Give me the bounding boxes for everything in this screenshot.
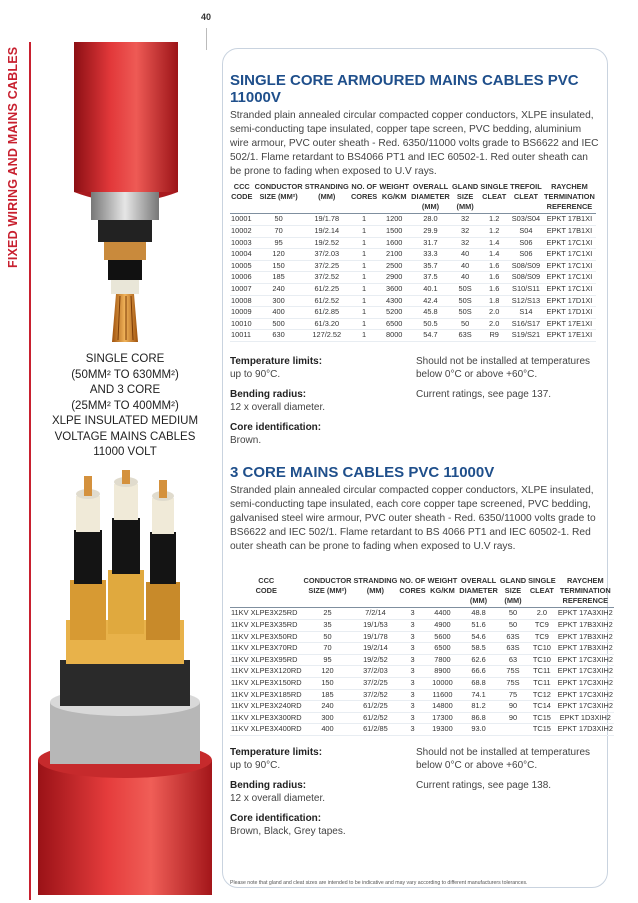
table-cell: S14	[509, 307, 543, 319]
section-title: 3 CORE MAINS CABLES PVC 11000V	[230, 464, 495, 481]
table-cell: 19/1/53	[352, 619, 398, 631]
notes-right	[416, 746, 596, 792]
table-cell: 19/2.14	[304, 225, 350, 237]
table-cell: 500	[253, 318, 303, 330]
table-cell: 300	[303, 712, 353, 724]
table-cell: 120	[303, 666, 353, 678]
table-cell: 37/2/03	[352, 666, 398, 678]
table-cell: 66.6	[458, 666, 499, 678]
table-cell: 1.6	[479, 260, 509, 272]
table-cell: 50S	[451, 283, 479, 295]
table-cell: 2100	[378, 249, 410, 261]
table-cell: 19300	[427, 724, 459, 736]
column-header: NO. OF CORES	[350, 182, 378, 214]
column-header: OVERALL DIAMETER (MM)	[458, 576, 499, 608]
table-cell: 50	[499, 619, 527, 631]
core-id-value: Brown.	[230, 435, 262, 446]
core-id-label: Core identification:	[230, 422, 322, 433]
table-cell: 54.7	[410, 330, 451, 342]
page-number: 40	[200, 12, 211, 22]
table-cell: 185	[253, 272, 303, 284]
table-body	[230, 214, 596, 342]
table-cell: 3	[398, 608, 426, 620]
table-cell: 2.0	[527, 608, 557, 620]
table-cell: 150	[253, 260, 303, 272]
table-cell: 40.1	[410, 283, 451, 295]
table-cell: 1	[350, 318, 378, 330]
table-cell: 6500	[378, 318, 410, 330]
table-cell: S10/S11	[509, 283, 543, 295]
notes-left	[230, 355, 410, 447]
table-cell: 62.6	[458, 654, 499, 666]
table-cell: 127/2.52	[304, 330, 350, 342]
table-cell: 32	[451, 225, 479, 237]
table-cell: 3	[398, 619, 426, 631]
table-header-row	[230, 182, 596, 214]
table-cell: 1.4	[479, 237, 509, 249]
table-cell: 185	[303, 689, 353, 701]
table-cell: 2900	[378, 272, 410, 284]
table-cell: 42.4	[410, 295, 451, 307]
table-cell: 1500	[378, 225, 410, 237]
table-row	[230, 631, 614, 643]
table-row	[230, 619, 614, 631]
caption-line: AND 3 CORE	[89, 384, 161, 396]
table-cell: 86.8	[458, 712, 499, 724]
table-cell: 6500	[427, 643, 459, 655]
table-cell: 10001	[230, 214, 253, 226]
table-cell: 63S	[451, 330, 479, 342]
table-cell: 19/2.52	[304, 237, 350, 249]
table-cell: EPKT 17C3XIH2	[557, 677, 614, 689]
table-cell: 54.6	[458, 631, 499, 643]
table-row	[230, 237, 596, 249]
column-header: WEIGHT KG/KM	[427, 576, 459, 608]
table-cell: 50S	[451, 295, 479, 307]
table-row	[230, 214, 596, 226]
table-cell: 10008	[230, 295, 253, 307]
table-cell: 11KV XLPE3X185RD	[230, 689, 303, 701]
table-cell: 28.0	[410, 214, 451, 226]
single-core-notes	[230, 355, 602, 445]
table-cell: 50.5	[410, 318, 451, 330]
temperature-value: up to 90°C.	[230, 760, 281, 771]
column-header: NO. OF CORES	[398, 576, 426, 608]
table-cell: 31.7	[410, 237, 451, 249]
table-cell: 7800	[427, 654, 459, 666]
table-cell: 240	[253, 283, 303, 295]
table-cell: 50	[303, 631, 353, 643]
column-header: SINGLE CLEAT	[479, 182, 509, 214]
caption-line: (50MM² TO 630MM²)	[71, 368, 179, 381]
table-cell: 3	[398, 677, 426, 689]
column-header: OVERALL DIAMETER (MM)	[410, 182, 451, 214]
table-cell: 11KV XLPE3X120RD	[230, 666, 303, 678]
table-cell: 2.0	[479, 307, 509, 319]
table-row	[230, 295, 596, 307]
table-cell: 3	[398, 654, 426, 666]
table-cell: EPKT 17B1XI	[543, 225, 596, 237]
table-cell: 32	[451, 214, 479, 226]
table-cell: 51.6	[458, 619, 499, 631]
product-caption	[36, 352, 214, 461]
table-row	[230, 283, 596, 295]
notes-right	[416, 355, 596, 401]
table-cell: 61/2/52	[352, 712, 398, 724]
table-cell: 19/1.78	[304, 214, 350, 226]
table-cell: 10009	[230, 307, 253, 319]
table-cell: 61/2.52	[304, 295, 350, 307]
table-cell: 19/2/52	[352, 654, 398, 666]
table-cell: EPKT 17C3XIH2	[557, 689, 614, 701]
table-cell: EPKT 17B3XIH2	[557, 643, 614, 655]
bending-label: Bending radius:	[230, 780, 307, 791]
table-cell: EPKT 17C1XI	[543, 249, 596, 261]
table-cell: 11KV XLPE3X240RD	[230, 701, 303, 713]
section-description: Stranded plain annealed circular compacted copper conductors, XLPE insulated, semi-conducting tape insulated, copper tape screen, PVC bedding, aluminium wire armour, PVC outer sheath - Red. 6350/11000 volts grade to BS6622 and IEC 502/1. Flame retardant to BS4066 PT1 and IEC 60502-1. Red outer sheath can be prone to fading when exposed to U.V rays.	[230, 110, 599, 177]
table-row	[230, 701, 614, 713]
table-cell: 11KV XLPE3X150RD	[230, 677, 303, 689]
table-cell: 1.8	[479, 295, 509, 307]
table-body	[230, 608, 614, 736]
table-cell: EPKT 17E1XI	[543, 330, 596, 342]
table-row	[230, 724, 614, 736]
table-cell: TC9	[527, 631, 557, 643]
table-cell: 29.9	[410, 225, 451, 237]
table-cell: 40	[451, 249, 479, 261]
table-cell: 95	[253, 237, 303, 249]
table-cell: TC15	[527, 724, 557, 736]
caption-line: SINGLE CORE	[85, 353, 165, 365]
table-row	[230, 307, 596, 319]
single-core-spec-table	[230, 182, 596, 342]
table-cell: 1600	[378, 237, 410, 249]
table-cell: 61/2/25	[352, 701, 398, 713]
table-cell: 40	[451, 260, 479, 272]
table-cell: 11600	[427, 689, 459, 701]
table-cell: EPKT 17B3XIH2	[557, 631, 614, 643]
table-cell: 3600	[378, 283, 410, 295]
table-row	[230, 272, 596, 284]
table-cell: 400	[253, 307, 303, 319]
table-cell: TC15	[527, 712, 557, 724]
table-cell: 61/2/85	[352, 724, 398, 736]
table-cell: 400	[303, 724, 353, 736]
table-cell: 10005	[230, 260, 253, 272]
table-cell: 1	[350, 295, 378, 307]
table-cell: S03/S04	[509, 214, 543, 226]
table-cell: 35.7	[410, 260, 451, 272]
table-cell: 1	[350, 260, 378, 272]
table-cell: 37/2.52	[304, 272, 350, 284]
table-cell: 50	[253, 214, 303, 226]
table-cell: 1	[350, 249, 378, 261]
table-cell: 32	[451, 237, 479, 249]
table-cell: 8000	[378, 330, 410, 342]
table-cell: 90	[499, 701, 527, 713]
current-ratings-note: Current ratings, see page 137.	[416, 389, 552, 400]
table-cell: R9	[479, 330, 509, 342]
table-cell: 630	[253, 330, 303, 342]
table-cell: 17300	[427, 712, 459, 724]
temperature-label: Temperature limits:	[230, 356, 323, 367]
table-cell: EPKT 17C1XI	[543, 283, 596, 295]
table-row	[230, 260, 596, 272]
table-cell: 50S	[451, 307, 479, 319]
table-cell: 10006	[230, 272, 253, 284]
install-note: Should not be installed at temperatures below 0°C or above +60°C.	[416, 747, 590, 771]
caption-line: XLPE INSULATED MEDIUM	[51, 415, 199, 427]
table-cell: S12/S13	[509, 295, 543, 307]
single-core-cable-image	[36, 42, 214, 342]
table-cell: 61/3.20	[304, 318, 350, 330]
table-cell: 10002	[230, 225, 253, 237]
table-cell: TC9	[527, 619, 557, 631]
table-cell: 48.8	[458, 608, 499, 620]
table-cell: EPKT 17A3XIH2	[557, 608, 614, 620]
column-header: CCC CODE	[230, 576, 303, 608]
table-cell: S08/S09	[509, 260, 543, 272]
table-cell: 63S	[499, 643, 527, 655]
table-cell: 90	[499, 712, 527, 724]
table-cell: 45.8	[410, 307, 451, 319]
column-header: STRANDING (MM)	[352, 576, 398, 608]
column-header: GLAND SIZE (MM)	[451, 182, 479, 214]
install-note: Should not be installed at temperatures below 0°C or above +60°C.	[416, 356, 590, 380]
table-cell: 50	[451, 318, 479, 330]
table-cell: 37.5	[410, 272, 451, 284]
table-cell: 37/2.03	[304, 249, 350, 261]
column-header: WEIGHT KG/KM	[378, 182, 410, 214]
table-cell: 1.2	[479, 214, 509, 226]
table-cell: EPKT 17D1XI	[543, 295, 596, 307]
table-cell: EPKT 17C3XIH2	[557, 654, 614, 666]
table-row	[230, 249, 596, 261]
side-red-rule	[29, 42, 31, 900]
table-cell: 7/2/14	[352, 608, 398, 620]
table-cell: 93.0	[458, 724, 499, 736]
table-cell: 10011	[230, 330, 253, 342]
table-cell: 61/2.25	[304, 283, 350, 295]
table-cell: 1.4	[479, 249, 509, 261]
table-cell: TC14	[527, 701, 557, 713]
table-cell: 1200	[378, 214, 410, 226]
table-cell: 70	[253, 225, 303, 237]
table-cell: 4900	[427, 619, 459, 631]
table-cell: 1	[350, 330, 378, 342]
table-cell: 3	[398, 643, 426, 655]
table-cell: 10000	[427, 677, 459, 689]
table-cell: 150	[303, 677, 353, 689]
table-cell: 50	[499, 608, 527, 620]
table-cell: EPKT 17C1XI	[543, 272, 596, 284]
table-cell: 19/2/14	[352, 643, 398, 655]
table-cell: S06	[509, 237, 543, 249]
column-header: GLAND SIZE (MM)	[499, 576, 527, 608]
table-cell: EPKT 17C3XIH2	[557, 701, 614, 713]
column-header: RAYCHEM TERMINATION REFERENCE	[543, 182, 596, 214]
temperature-label: Temperature limits:	[230, 747, 323, 758]
column-header: STRANDING (MM)	[304, 182, 350, 214]
column-header: CCC CODE	[230, 182, 253, 214]
footnote: Please note that gland and cleat sizes are intended to be indicative and may vary according to different manufacturers tolerances.	[230, 880, 528, 886]
caption-line: 11000 VOLT	[93, 446, 157, 458]
table-cell	[499, 724, 527, 736]
table-cell: S16/S17	[509, 318, 543, 330]
table-cell: S08/S09	[509, 272, 543, 284]
table-cell: 81.2	[458, 701, 499, 713]
table-cell: EPKT 17C3XIH2	[557, 666, 614, 678]
table-cell: EPKT 17C1XI	[543, 237, 596, 249]
table-cell: EPKT 1D3XIH2	[557, 712, 614, 724]
table-cell: TC11	[527, 677, 557, 689]
core-id-label: Core identification:	[230, 813, 322, 824]
table-cell: 1	[350, 272, 378, 284]
bending-value: 12 x overall diameter.	[230, 793, 326, 804]
table-row	[230, 712, 614, 724]
table-cell: EPKT 17B1XI	[543, 214, 596, 226]
table-cell: 11KV XLPE3X35RD	[230, 619, 303, 631]
table-cell: 5600	[427, 631, 459, 643]
table-cell: 70	[303, 643, 353, 655]
core-id-value: Brown, Black, Grey tapes.	[230, 826, 346, 837]
side-title	[2, 36, 26, 286]
three-core-section	[230, 464, 602, 554]
table-cell: TC11	[527, 666, 557, 678]
table-cell: 11KV XLPE3X70RD	[230, 643, 303, 655]
notes-left	[230, 746, 410, 838]
table-cell: 1	[350, 225, 378, 237]
table-cell: 11KV XLPE3X95RD	[230, 654, 303, 666]
table-cell: 63	[499, 654, 527, 666]
table-cell: 11KV XLPE3X400RD	[230, 724, 303, 736]
table-cell: 1	[350, 283, 378, 295]
table-cell: 3	[398, 701, 426, 713]
side-title-text: FIXED WIRING AND MAINS CABLES	[6, 46, 20, 268]
current-ratings-note: Current ratings, see page 138.	[416, 780, 552, 791]
table-cell: TC10	[527, 643, 557, 655]
table-cell: TC10	[527, 654, 557, 666]
table-cell: 75	[499, 689, 527, 701]
table-cell: 37/2/52	[352, 689, 398, 701]
section-description: Stranded plain annealed circular compacted copper conductors, XLPE insulated, semi-conducting tape insulated, each core copper tape screened, PVC bedding, galvanised steel wire armour, PVC outer sheath - Red. 6350/11000 volts grade to BS6622 and IEC 502/1. Flame retardant to BS 4066 PT1 and IEC 60502-1. Red outer sheath can be prone to fading when exposed to U.V rays.	[230, 485, 596, 552]
table-cell: 1.6	[479, 272, 509, 284]
temperature-value: up to 90°C.	[230, 369, 281, 380]
bending-label: Bending radius:	[230, 389, 307, 400]
table-cell: S06	[509, 249, 543, 261]
table-row	[230, 608, 614, 620]
table-cell: 63S	[499, 631, 527, 643]
table-cell: 3	[398, 712, 426, 724]
column-header: SINGLE CLEAT	[527, 576, 557, 608]
table-cell: 58.5	[458, 643, 499, 655]
column-header: RAYCHEM TERMINATION REFERENCE	[557, 576, 614, 608]
table-cell: 10004	[230, 249, 253, 261]
table-cell: 3	[398, 689, 426, 701]
table-cell: 10007	[230, 283, 253, 295]
table-cell: 8900	[427, 666, 459, 678]
table-cell: 240	[303, 701, 353, 713]
table-cell: 11KV XLPE3X300RD	[230, 712, 303, 724]
three-core-spec-table	[230, 576, 614, 736]
table-cell: 33.3	[410, 249, 451, 261]
table-row	[230, 654, 614, 666]
bending-value: 12 x overall diameter.	[230, 402, 326, 413]
table-cell: 120	[253, 249, 303, 261]
table-cell: 37/2.25	[304, 260, 350, 272]
column-header: TREFOIL CLEAT	[509, 182, 543, 214]
table-cell: 11KV XLPE3X25RD	[230, 608, 303, 620]
table-cell: 75S	[499, 677, 527, 689]
table-cell: 14800	[427, 701, 459, 713]
table-row	[230, 225, 596, 237]
table-cell: 68.8	[458, 677, 499, 689]
section-title: SINGLE CORE ARMOURED MAINS CABLES PVC 11000V	[230, 72, 579, 106]
three-core-notes	[230, 746, 602, 841]
table-cell: 25	[303, 608, 353, 620]
table-header-row	[230, 576, 614, 608]
table-cell: 4400	[427, 608, 459, 620]
table-cell: 95	[303, 654, 353, 666]
table-cell: 40	[451, 272, 479, 284]
table-cell: 61/2.85	[304, 307, 350, 319]
single-core-section	[230, 72, 602, 179]
table-cell: EPKT 17D1XI	[543, 307, 596, 319]
table-cell: 4300	[378, 295, 410, 307]
table-row	[230, 666, 614, 678]
table-cell: 5200	[378, 307, 410, 319]
table-cell: 10003	[230, 237, 253, 249]
table-cell: 35	[303, 619, 353, 631]
table-row	[230, 318, 596, 330]
table-cell: 300	[253, 295, 303, 307]
column-header: CONDUCTOR SIZE (MM²)	[253, 182, 303, 214]
table-cell: 1.6	[479, 283, 509, 295]
table-cell: 1	[350, 214, 378, 226]
table-cell: 1.2	[479, 225, 509, 237]
table-cell: 37/2/25	[352, 677, 398, 689]
table-cell: 3	[398, 631, 426, 643]
table-cell: 1	[350, 237, 378, 249]
table-cell: 2.0	[479, 318, 509, 330]
table-cell: 10010	[230, 318, 253, 330]
table-cell: EPKT 17E1XI	[543, 318, 596, 330]
table-cell: 2500	[378, 260, 410, 272]
table-cell: EPKT 17C1XI	[543, 260, 596, 272]
table-row	[230, 330, 596, 342]
three-core-cable-image	[36, 470, 214, 895]
table-cell: 75S	[499, 666, 527, 678]
table-row	[230, 643, 614, 655]
table-cell: S19/S21	[509, 330, 543, 342]
table-cell: 11KV XLPE3X50RD	[230, 631, 303, 643]
table-cell: 3	[398, 666, 426, 678]
caption-line: (25MM² TO 400MM²)	[71, 399, 179, 412]
table-row	[230, 689, 614, 701]
table-cell: 74.1	[458, 689, 499, 701]
table-cell: 3	[398, 724, 426, 736]
table-cell: EPKT 17B3XIH2	[557, 619, 614, 631]
caption-line: VOLTAGE MAINS CABLES	[54, 430, 196, 443]
table-cell: S04	[509, 225, 543, 237]
column-header: CONDUCTOR SIZE (MM²)	[303, 576, 353, 608]
table-cell: EPKT 17D3XIH2	[557, 724, 614, 736]
table-row	[230, 677, 614, 689]
table-cell: 1	[350, 307, 378, 319]
table-cell: 19/1/78	[352, 631, 398, 643]
table-cell: TC12	[527, 689, 557, 701]
